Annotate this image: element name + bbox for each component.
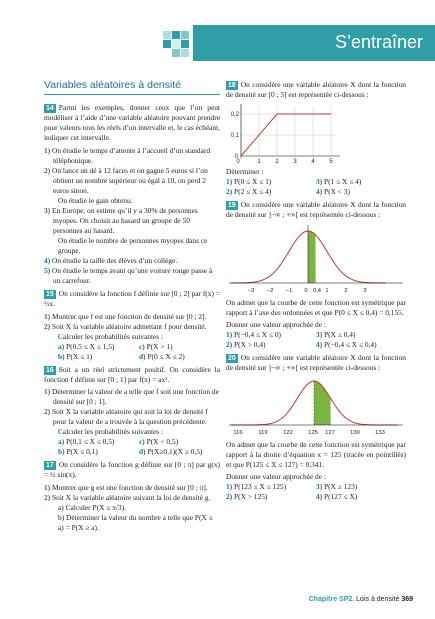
- y-tick-label: 0,2: [230, 112, 239, 119]
- probability-list: a) P(0,1 ≤ X ≤ 0,5) c) P(X < 0,5) b) P(X ≤ 0,1) d) P(X≥0,1)(X ≥ 0,5): [58, 437, 203, 457]
- exercise-19-statement: On admet que la courbe de cette fonction est symétrique par rapport à l’axe des ordonnées et que P(0 ≤ X ≤ 0,4) = 0,155.: [226, 297, 406, 317]
- density-graph-20: [226, 375, 406, 437]
- list-item: 2) Soit X la variable aléatoire admettant f pour densité.: [44, 321, 207, 331]
- header-banner: [193, 25, 435, 61]
- exercise-16: [44, 365, 220, 385]
- exercise-number: 18: [228, 82, 236, 89]
- exercise-intro: Parmi les exemples, donner ceux que l’on peut modéliser à l’aide d’une variable aléatoire pouvant prendre pour valeurs tous les réels d’un intervalle et, le cas échéant, indiquer cet intervalle.: [44, 103, 220, 143]
- x-tick-label: 1: [325, 287, 329, 294]
- probability-list: 1) P(0 ≤ X ≤ 1) 3) P(1 ≤ X ≤ 4) 2) P(2 ≤ X ≤ 4) 4) P(X < 3): [226, 177, 362, 197]
- exercise-intro: On considère une variable aléatoire X dont la fonction de densité sur ]−∞ ; +∞[ est représentée ci-dessous :: [226, 200, 406, 220]
- x-tick-label: 4: [311, 159, 315, 165]
- exercise-number: 17: [46, 462, 54, 470]
- x-tick-label: −3: [247, 287, 255, 294]
- page-footer: [309, 595, 413, 605]
- list-item-extra: On étudie le gain obtenu.: [58, 195, 133, 205]
- exercise-number: 19: [228, 202, 236, 210]
- x-tick-label: 125: [308, 430, 318, 436]
- density-graph-19: [226, 223, 406, 295]
- exercise-number: 16: [46, 366, 54, 374]
- y-tick-label: 0: [234, 154, 238, 161]
- section-title: Variables aléatoires à densité: [44, 78, 220, 95]
- list-item-extra: a) Calculer P(X ≤ π/3).: [58, 502, 126, 512]
- decor-square: [163, 40, 171, 48]
- list-item: 1) Montrer que f est une fonction de densité sur [0 ; 2].: [44, 311, 207, 321]
- x-tick-label: 119: [258, 430, 268, 436]
- exercise-number: 15: [46, 291, 54, 299]
- list-item: 2) Soit X la variable aléatoire suivant la loi de densité g.: [44, 492, 211, 502]
- y-tick-label: 0,1: [230, 133, 239, 140]
- page-title: S’entraîner: [334, 32, 423, 52]
- x-tick-label: −2: [266, 287, 274, 294]
- x-tick-label: 116: [233, 430, 243, 436]
- exercise-intro: On considère une variable aléatoire X dont la fonction de densité sur [0 ; 5] est représentée ci-dessous :: [226, 80, 406, 100]
- list-item: 2) On lance un dé à 12 faces et on gagne 5 euros si l’on obtient un nombre supérieur ou égal à 10, on perd 2 euros sinon.: [44, 165, 208, 195]
- decor-square: [172, 31, 180, 39]
- x-tick-label: 2: [344, 287, 348, 294]
- list-item: 2) Soit X la variable aléatoire qui suit la loi de densité f pour la valeur de a trouvée à la question précédente.: [44, 407, 208, 427]
- list-item: 1) Montrer que g est une fonction de densité sur [0 ; π].: [44, 482, 208, 492]
- instruction-text: Donner une valeur approchée de :: [226, 472, 326, 482]
- exercise-intro: Soit a un réel strictement positif. On considère la fonction f définie sur [0 ; 1] par f(x) = ax².: [44, 364, 220, 384]
- decor-square: [181, 40, 189, 48]
- exercise-14: [44, 103, 220, 143]
- exercise-number: 14: [46, 105, 54, 113]
- x-tick-label: 0: [304, 287, 308, 294]
- x-tick-label: 122: [283, 430, 293, 436]
- x-tick-label: 0: [236, 159, 240, 165]
- list-item: 1) Déterminer la valeur de a telle que f soit une fonction de densité sur [0 ; 1].: [44, 386, 219, 407]
- x-tick-label: 1: [257, 159, 261, 165]
- list-item-extra: b) Déterminer la valeur du nombre a telle que P(X ≤ a) = P(X ≥ a).: [58, 512, 213, 532]
- x-tick-label: 3: [293, 159, 297, 165]
- exercise-17: [44, 460, 220, 480]
- right-column: [226, 80, 406, 502]
- list-item-extra: On étudie le nombre de personnes myopes dans ce groupe.: [58, 236, 208, 256]
- exercise-intro: On considère une variable aléatoire X dont la fonction de densité sur ]−∞ ; +∞[ est représentée ci-dessous :: [226, 352, 406, 372]
- exercise-18: [226, 80, 406, 100]
- exercise-20: [226, 353, 406, 373]
- decor-square: [181, 49, 189, 57]
- list-item: 1) On étudie le temps d’attente à l’accueil d’un standard téléphonique.: [44, 145, 211, 165]
- x-tick-label: 2: [275, 159, 279, 165]
- exercise-15: [44, 289, 220, 309]
- footer-chapter: Chapitre SP2.: [308, 596, 355, 603]
- probability-list: a) P(0,5 ≤ X ≤ 1,5) c) P(X > 1) b) P(X ≤ 1) d) P(0 ≤ X ≤ 2): [58, 341, 185, 361]
- decor-square: [172, 40, 180, 48]
- x-tick-label: 0,4: [312, 287, 322, 294]
- page-number: 369: [401, 596, 413, 603]
- exercise-intro: On considère la fonction f définie sur [0 ; 2] par f(x) = ½x.: [44, 289, 220, 309]
- instruction-text: Déterminer :: [226, 167, 264, 177]
- list-item-extra: Calculer les probabilités suivantes :: [58, 331, 164, 341]
- density-graph-18: [226, 102, 406, 164]
- instruction-text: Donner une valeur approchée de :: [226, 319, 326, 329]
- x-tick-label: 5: [329, 159, 333, 165]
- exercise-19: [226, 200, 406, 220]
- probability-list: 1) P(123 ≤ X ≤ 125) 3) P(X ≥ 123) 2) P(X > 125) 4) P(127 ≤ X): [226, 482, 358, 502]
- decor-square: [163, 31, 171, 39]
- x-tick-label: 127: [325, 430, 335, 436]
- x-tick-label: 3: [363, 287, 367, 294]
- list-item-extra: Calculer les probabilités suivantes :: [58, 427, 164, 437]
- exercise-number: 20: [228, 354, 236, 362]
- decor-square: [172, 49, 180, 57]
- list-item: 5) On étudie le temps avant qu’une voiture rouge passe à un carrefour.: [44, 266, 213, 286]
- decor-square: [181, 31, 189, 39]
- list-item: 4) On étudie la taille des élèves d’un collège.: [44, 256, 178, 266]
- left-column: [44, 78, 220, 533]
- x-tick-label: 130: [350, 430, 360, 436]
- exercise-intro: On considère la fonction g définie sur [0 ; π] par g(x) = ½ sin(x).: [44, 460, 220, 480]
- probability-list: 1) P(−0,4 ≤ X ≤ 0) 3) P(X ≤ 0,4) 2) P(X > 0,4) 4) P(−0,4 ≤ X ≤ 0,4): [226, 329, 377, 349]
- list-item: 3) En Europe, on estime qu’il y a 30% de personnes myopes. On choisit au hasard un groupe de 50 personnes au hasard.: [44, 205, 198, 236]
- x-tick-label: 133: [375, 430, 385, 436]
- footer-title: Lois à densité: [356, 596, 400, 603]
- x-tick-label: −1: [285, 287, 293, 294]
- exercise-20-statement: On admet que la courbe de cette fonction est symétrique par rapport à la droite d’équation x = 125 (tracée en pointillés) et que P(125 ≤ X ≤ 127) = 0,341.: [226, 440, 406, 470]
